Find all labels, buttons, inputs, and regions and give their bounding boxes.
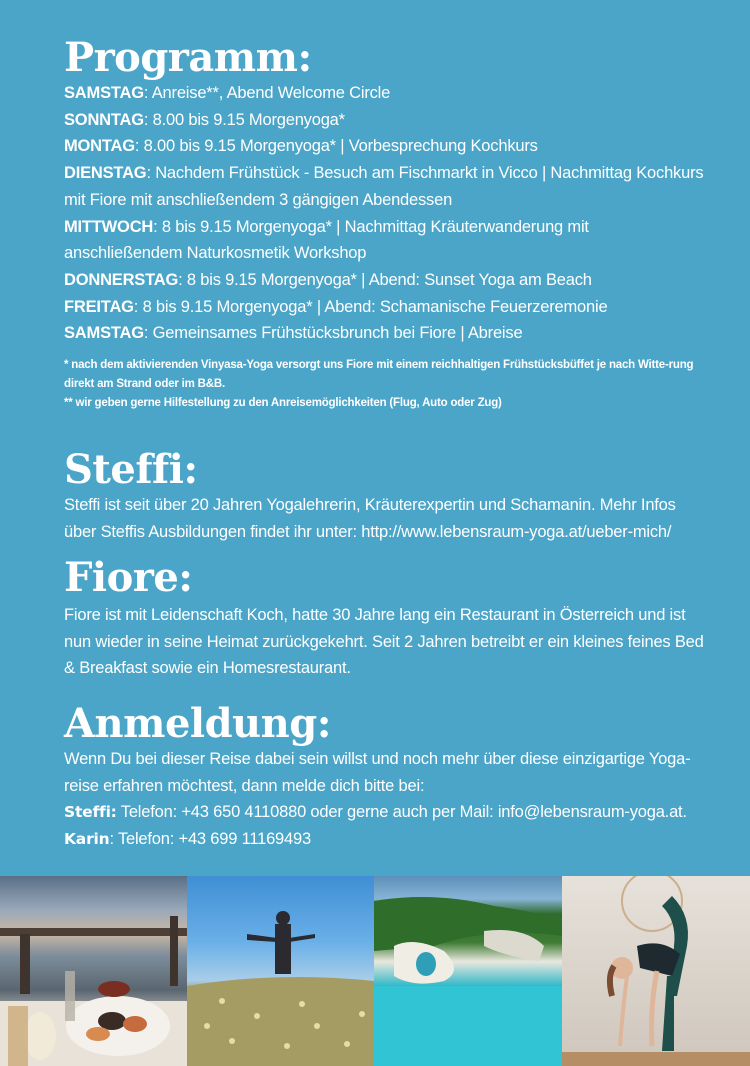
program-day-row bbox=[64, 320, 704, 347]
coast-cliffs-photo bbox=[374, 876, 562, 1066]
day-text: : Nachdem Frühstück - Besuch am Fischmarkt in Vicco | Nachmittag Kochkurs mit Fiore mit anschließendem 3 gängigen Abendessen bbox=[64, 164, 704, 209]
steffi-heading: Steffi: bbox=[64, 446, 198, 493]
anmeldung-heading: Anmeldung: bbox=[64, 700, 331, 747]
contact-karin bbox=[64, 826, 704, 853]
programm-heading: Programm: bbox=[64, 34, 312, 81]
footnotes bbox=[64, 356, 704, 413]
program-day-row bbox=[64, 294, 704, 321]
yoga-pose-photo bbox=[562, 876, 750, 1066]
anmeldung-description: Wenn Du bei dieser Reise dabei sein willst und noch mehr über diese einzigartige Yoga-reise erfahren möchtest, dann melde dich bitte bei: bbox=[64, 750, 691, 795]
photo-strip bbox=[0, 876, 750, 1066]
day-text: : 8 bis 9.15 Morgenyoga* | Abend: Sunset Yoga am Beach bbox=[178, 270, 592, 289]
anmeldung-block bbox=[64, 746, 704, 853]
contact-name: Karin bbox=[64, 830, 110, 849]
contact-details: Telefon: +43 650 4110880 oder gerne auch per Mail: info@lebensraum-yoga.at. bbox=[116, 803, 687, 822]
day-text: : Gemeinsames Frühstücksbrunch bei Fiore | Abreise bbox=[143, 324, 523, 343]
steffi-description: Steffi ist seit über 20 Jahren Yogalehrerin, Kräuterexpertin und Schamanin. Mehr Infos über Steffis Ausbildungen findet ihr unter: http://www.lebensraum-yoga.at/ueber-mich/ bbox=[64, 496, 676, 541]
seafood-dinner-photo bbox=[0, 876, 187, 1066]
program-day-row bbox=[64, 160, 704, 213]
program-day-row bbox=[64, 107, 704, 134]
program-day-row bbox=[64, 267, 704, 294]
meadow-person-photo bbox=[187, 876, 374, 1066]
program-day-row bbox=[64, 214, 704, 267]
day-text: : Anreise**, Abend Welcome Circle bbox=[143, 84, 391, 102]
day-text: : 8 bis 9.15 Morgenyoga* | Nachmittag Kräuterwanderung mit anschließendem Naturkosmetik Workshop bbox=[64, 217, 589, 263]
contact-name: Steffi: bbox=[64, 803, 117, 822]
contact-details: : Telefon: +43 699 11169493 bbox=[109, 830, 311, 849]
program-day-row bbox=[64, 80, 704, 107]
programm-list bbox=[64, 80, 704, 347]
day-label: SAMSTAG bbox=[64, 324, 144, 343]
program-day-row bbox=[64, 133, 704, 160]
day-label: DIENSTAG bbox=[64, 164, 147, 183]
footnote-travel: ** wir geben gerne Hilfestellung zu den Anreisemöglichkeiten (Flug, Auto oder Zug) bbox=[64, 397, 502, 409]
fiore-description: Fiore ist mit Leidenschaft Koch, hatte 30 Jahre lang ein Restaurant in Österreich und ist nun wieder in seine Heimat zurückgekehrt. Seit 2 Jahren betreibt er ein kleines feines Bed & Breakfast sowie ein Homesrestaurant. bbox=[64, 606, 704, 678]
day-text: : 8.00 bis 9.15 Morgenyoga* bbox=[143, 110, 345, 129]
day-label: MONTAG bbox=[64, 137, 135, 156]
day-label: SAMSTAG bbox=[64, 84, 144, 102]
day-text: : 8 bis 9.15 Morgenyoga* | Abend: Schamanische Feuerzeremonie bbox=[133, 297, 608, 316]
day-label: FREITAG bbox=[64, 297, 134, 316]
day-label: MITTWOCH bbox=[64, 217, 154, 236]
contact-steffi bbox=[64, 799, 704, 826]
fiore-heading: Fiore: bbox=[64, 554, 193, 601]
day-label: SONNTAG bbox=[64, 110, 144, 129]
footnote-breakfast: * nach dem aktivierenden Vinyasa-Yoga versorgt uns Fiore mit einem reichhaltigen Frühstücksbüffet je nach Witte-rung direkt am Strand oder im B&B. bbox=[64, 359, 694, 390]
day-label: DONNERSTAG bbox=[64, 270, 179, 289]
day-text: : 8.00 bis 9.15 Morgenyoga* | Vorbesprechung Kochkurs bbox=[134, 137, 538, 156]
